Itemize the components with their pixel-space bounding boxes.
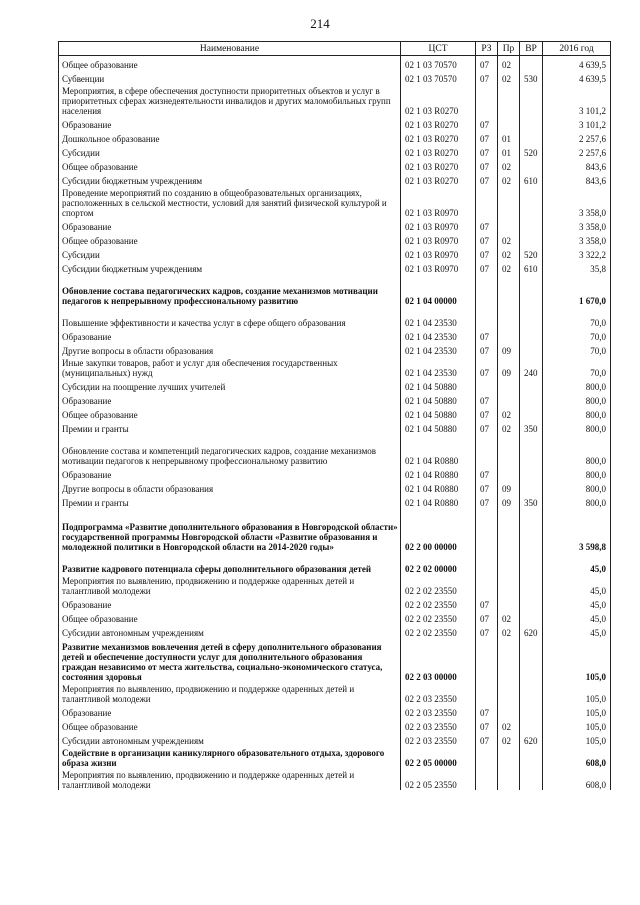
cell-vr [520,306,543,328]
cell-vr [520,508,543,552]
cell-name: Общее образование [59,56,401,70]
cell-cst: 02 1 03 R0270 [401,84,476,116]
table-row [59,494,611,508]
cell-cst: 02 1 03 R0270 [401,116,476,130]
cell-value: 70,0 [543,328,611,342]
cell-name: Образование [59,116,401,130]
cell-name: Субсидии [59,144,401,158]
cell-pr [498,84,520,116]
cell-vr [520,434,543,466]
cell-name: Образование [59,218,401,232]
cell-cst: 02 1 04 50880 [401,406,476,420]
cell-cst: 02 1 03 R0270 [401,172,476,186]
cell-cst: 02 1 04 23530 [401,306,476,328]
cell-value: 800,0 [543,434,611,466]
cell-value: 843,6 [543,158,611,172]
cell-vr [520,480,543,494]
cell-vr [520,84,543,116]
cell-value: 105,0 [543,638,611,682]
cell-value: 2 257,6 [543,144,611,158]
cell-rz [476,434,498,466]
cell-pr: 02 [498,246,520,260]
cell-value: 800,0 [543,480,611,494]
cell-name: Субвенции [59,70,401,84]
table-row [59,246,611,260]
cell-rz: 07 [476,116,498,130]
cell-cst: 02 2 00 00000 [401,508,476,552]
cell-vr [520,682,543,704]
cell-name: Субсидии [59,246,401,260]
cell-name: Премии и гранты [59,420,401,434]
table-row [59,232,611,246]
cell-cst: 02 1 03 R0970 [401,218,476,232]
cell-name: Мероприятия по выявлению, продвижению и поддержке одаренных детей и талантливой молодежи [59,682,401,704]
cell-vr: 620 [520,624,543,638]
cell-cst: 02 2 05 00000 [401,746,476,768]
cell-value: 105,0 [543,732,611,746]
header-vr: ВР [520,42,543,56]
page-number: 214 [310,16,330,31]
cell-cst: 02 2 03 00000 [401,638,476,682]
cell-name: Обновление состава педагогических кадров, создание механизмов мотивации педагогов к непрерывному профессиональному развитию [59,274,401,306]
cell-pr: 09 [498,494,520,508]
cell-cst: 02 2 02 23550 [401,574,476,596]
cell-value: 3 598,8 [543,508,611,552]
table-row [59,274,611,306]
table-row [59,624,611,638]
cell-name: Субсидии автономным учреждениям [59,624,401,638]
cell-vr [520,392,543,406]
cell-rz: 07 [476,260,498,274]
cell-value: 3 358,0 [543,218,611,232]
cell-vr [520,342,543,356]
cell-name: Общее образование [59,232,401,246]
cell-name: Образование [59,704,401,718]
cell-rz: 07 [476,466,498,480]
cell-pr [498,704,520,718]
header-year: 2016 год [543,42,611,56]
cell-pr [498,574,520,596]
header-rz: РЗ [476,42,498,56]
cell-pr: 09 [498,480,520,494]
cell-value: 70,0 [543,306,611,328]
cell-name: Обновление состава и компетенций педагогических кадров, создание механизмов мотивации педагогов к непрерывному профессиональному развитию [59,434,401,466]
cell-name: Мероприятия, в сфере обеспечения доступности приоритетных объектов и услуг в приоритетных сферах жизнедеятельности инвалидов и других маломобильных групп населения [59,84,401,116]
cell-name: Мероприятия по выявлению, продвижению и поддержке одаренных детей и талантливой молодежи [59,574,401,596]
cell-pr: 02 [498,624,520,638]
table-row [59,84,611,116]
cell-cst: 02 1 03 R0970 [401,232,476,246]
table-row [59,768,611,790]
cell-pr [498,328,520,342]
cell-rz: 07 [476,172,498,186]
cell-rz [476,746,498,768]
cell-name: Иные закупки товаров, работ и услуг для обеспечения государственных (муниципальных) нужд [59,356,401,378]
cell-pr: 01 [498,144,520,158]
cell-vr: 520 [520,246,543,260]
cell-rz [476,552,498,574]
table-row [59,116,611,130]
budget-table [58,41,611,790]
cell-vr [520,718,543,732]
cell-value: 843,6 [543,172,611,186]
cell-rz: 07 [476,624,498,638]
cell-pr: 02 [498,420,520,434]
cell-rz [476,508,498,552]
cell-vr [520,610,543,624]
cell-rz: 07 [476,130,498,144]
cell-value: 105,0 [543,704,611,718]
table-row [59,172,611,186]
cell-pr: 02 [498,172,520,186]
cell-vr [520,328,543,342]
table-row [59,574,611,596]
cell-name: Образование [59,328,401,342]
cell-vr [520,704,543,718]
cell-rz [476,682,498,704]
cell-name: Образование [59,596,401,610]
cell-vr [520,768,543,790]
table-row [59,508,611,552]
cell-rz: 07 [476,246,498,260]
cell-rz: 07 [476,356,498,378]
cell-rz: 07 [476,392,498,406]
cell-rz: 07 [476,144,498,158]
cell-pr: 02 [498,610,520,624]
cell-value: 70,0 [543,342,611,356]
table-row [59,56,611,70]
cell-value: 3 101,2 [543,116,611,130]
cell-rz [476,768,498,790]
cell-rz: 07 [476,158,498,172]
cell-value: 2 257,6 [543,130,611,144]
cell-value: 45,0 [543,624,611,638]
table-row [59,260,611,274]
cell-rz: 07 [476,494,498,508]
cell-rz: 07 [476,732,498,746]
cell-name: Другие вопросы в области образования [59,342,401,356]
cell-cst: 02 1 04 23530 [401,328,476,342]
cell-cst: 02 1 04 23530 [401,356,476,378]
cell-vr: 240 [520,356,543,378]
table-row [59,434,611,466]
table-row [59,218,611,232]
cell-cst: 02 1 03 R0970 [401,246,476,260]
cell-name: Развитие кадрового потенциала сферы дополнительного образования детей [59,552,401,574]
table-row [59,406,611,420]
cell-name: Субсидии бюджетным учреждениям [59,260,401,274]
cell-pr [498,638,520,682]
cell-vr [520,232,543,246]
cell-rz [476,274,498,306]
header-pr: Пр [498,42,520,56]
cell-pr: 02 [498,56,520,70]
table-row [59,596,611,610]
cell-rz [476,186,498,218]
cell-rz [476,574,498,596]
cell-value: 4 639,5 [543,70,611,84]
table-header-row [59,42,611,56]
cell-vr [520,466,543,480]
table-row [59,342,611,356]
cell-rz: 07 [476,56,498,70]
cell-pr [498,116,520,130]
cell-cst: 02 2 03 23550 [401,718,476,732]
cell-pr [498,392,520,406]
table-row [59,378,611,392]
cell-rz [476,84,498,116]
cell-rz: 07 [476,342,498,356]
cell-value: 105,0 [543,718,611,732]
cell-cst: 02 1 03 R0970 [401,260,476,274]
cell-cst: 02 1 04 R0880 [401,466,476,480]
cell-rz: 07 [476,704,498,718]
table-row [59,392,611,406]
cell-cst: 02 1 03 70570 [401,56,476,70]
table-row [59,306,611,328]
cell-name: Другие вопросы в области образования [59,480,401,494]
table-row [59,420,611,434]
cell-cst: 02 1 03 R0270 [401,158,476,172]
cell-cst: 02 1 03 R0970 [401,186,476,218]
cell-name: Субсидии бюджетным учреждениям [59,172,401,186]
table-row [59,144,611,158]
cell-cst: 02 2 02 23550 [401,596,476,610]
cell-value: 608,0 [543,768,611,790]
table-row [59,732,611,746]
cell-cst: 02 1 04 50880 [401,378,476,392]
cell-cst: 02 2 05 23550 [401,768,476,790]
table-row [59,638,611,682]
cell-rz: 07 [476,70,498,84]
cell-name: Общее образование [59,158,401,172]
cell-value: 4 639,5 [543,56,611,70]
cell-cst: 02 1 04 R0880 [401,480,476,494]
cell-cst: 02 1 03 R0270 [401,130,476,144]
cell-vr [520,746,543,768]
cell-cst: 02 2 03 23550 [401,732,476,746]
cell-name: Субсидии на поощрение лучших учителей [59,378,401,392]
cell-cst: 02 1 04 R0880 [401,494,476,508]
table-row [59,704,611,718]
cell-pr [498,218,520,232]
table-row [59,480,611,494]
header-name: Наименование [59,42,401,56]
cell-vr [520,596,543,610]
table-row [59,186,611,218]
cell-cst: 02 2 02 23550 [401,610,476,624]
cell-pr [498,378,520,392]
cell-cst: 02 1 03 70570 [401,70,476,84]
cell-rz [476,638,498,682]
cell-value: 35,8 [543,260,611,274]
cell-vr [520,552,543,574]
cell-vr: 520 [520,144,543,158]
cell-name: Субсидии автономным учреждениям [59,732,401,746]
cell-name: Образование [59,466,401,480]
cell-pr: 02 [498,732,520,746]
cell-value: 70,0 [543,356,611,378]
table-row [59,552,611,574]
cell-vr [520,218,543,232]
cell-value: 3 322,2 [543,246,611,260]
cell-pr: 02 [498,158,520,172]
cell-name: Общее образование [59,610,401,624]
cell-rz: 07 [476,596,498,610]
cell-vr: 350 [520,420,543,434]
table-body [59,56,611,790]
cell-cst: 02 1 04 50880 [401,420,476,434]
table-row [59,746,611,768]
cell-vr [520,638,543,682]
cell-cst: 02 1 04 R0880 [401,434,476,466]
cell-name: Образование [59,392,401,406]
cell-cst: 02 1 04 50880 [401,392,476,406]
cell-value: 800,0 [543,406,611,420]
cell-pr: 09 [498,342,520,356]
cell-pr [498,552,520,574]
table-row [59,466,611,480]
cell-cst: 02 1 04 00000 [401,274,476,306]
cell-cst: 02 2 02 23550 [401,624,476,638]
cell-rz [476,306,498,328]
table-row [59,70,611,84]
cell-vr: 610 [520,172,543,186]
cell-pr [498,466,520,480]
cell-value: 608,0 [543,746,611,768]
cell-value: 800,0 [543,392,611,406]
cell-vr [520,378,543,392]
cell-cst: 02 2 03 23550 [401,704,476,718]
cell-vr [520,56,543,70]
cell-cst: 02 1 03 R0270 [401,144,476,158]
cell-vr [520,406,543,420]
cell-name: Проведение мероприятий по созданию в общеобразовательных организациях, расположенных в сельской местности, условий для занятий физической культурой и спортом [59,186,401,218]
cell-vr: 610 [520,260,543,274]
cell-vr [520,274,543,306]
table-row [59,682,611,704]
cell-vr [520,574,543,596]
cell-pr [498,596,520,610]
cell-value: 105,0 [543,682,611,704]
cell-rz: 07 [476,218,498,232]
cell-name: Развитие механизмов вовлечения детей в сферу дополнительного образования детей и обеспечение доступности услуг для дополнительного образования граждан независимо от места жительства, социально-экономического статуса, состояния здоровья [59,638,401,682]
cell-value: 45,0 [543,610,611,624]
table-row [59,356,611,378]
cell-pr: 09 [498,356,520,378]
cell-vr [520,130,543,144]
cell-cst: 02 2 03 23550 [401,682,476,704]
cell-vr [520,186,543,218]
cell-pr [498,274,520,306]
cell-value: 3 358,0 [543,232,611,246]
cell-rz: 07 [476,406,498,420]
cell-pr: 02 [498,406,520,420]
cell-pr [498,746,520,768]
cell-cst: 02 1 04 23530 [401,342,476,356]
cell-vr: 350 [520,494,543,508]
cell-value: 800,0 [543,494,611,508]
cell-pr [498,306,520,328]
cell-rz: 07 [476,610,498,624]
cell-name: Общее образование [59,406,401,420]
cell-vr [520,116,543,130]
table-row [59,718,611,732]
cell-rz: 07 [476,232,498,246]
cell-value: 800,0 [543,466,611,480]
cell-value: 800,0 [543,420,611,434]
cell-pr: 01 [498,130,520,144]
cell-value: 45,0 [543,574,611,596]
cell-vr: 530 [520,70,543,84]
cell-value: 1 670,0 [543,274,611,306]
table-row [59,328,611,342]
cell-rz: 07 [476,420,498,434]
cell-value: 45,0 [543,596,611,610]
table-row [59,130,611,144]
cell-name: Мероприятия по выявлению, продвижению и поддержке одаренных детей и талантливой молодежи [59,768,401,790]
cell-vr: 620 [520,732,543,746]
cell-value: 3 358,0 [543,186,611,218]
cell-pr: 02 [498,232,520,246]
cell-vr [520,158,543,172]
cell-pr [498,768,520,790]
cell-pr [498,434,520,466]
cell-rz: 07 [476,718,498,732]
cell-value: 800,0 [543,378,611,392]
cell-name: Премии и гранты [59,494,401,508]
cell-name: Содействие в организации каникулярного образовательного отдыха, здорового образа жизни [59,746,401,768]
header-cst: ЦСТ [401,42,476,56]
cell-cst: 02 2 02 00000 [401,552,476,574]
cell-pr [498,508,520,552]
cell-rz: 07 [476,328,498,342]
cell-value: 45,0 [543,552,611,574]
cell-rz [476,378,498,392]
cell-name: Повышение эффективности и качества услуг в сфере общего образования [59,306,401,328]
cell-name: Общее образование [59,718,401,732]
cell-name: Дошкольное образование [59,130,401,144]
cell-pr: 02 [498,260,520,274]
table-row [59,158,611,172]
cell-pr [498,186,520,218]
cell-rz: 07 [476,480,498,494]
cell-name: Подпрограмма «Развитие дополнительного образования в Новгородской области» государственной программы Новгородской области «Развитие образования и молодежной политики в Новгородской области на 2014-2020 годы» [59,508,401,552]
cell-value: 3 101,2 [543,84,611,116]
cell-pr: 02 [498,70,520,84]
cell-pr [498,682,520,704]
cell-pr: 02 [498,718,520,732]
table-row [59,610,611,624]
